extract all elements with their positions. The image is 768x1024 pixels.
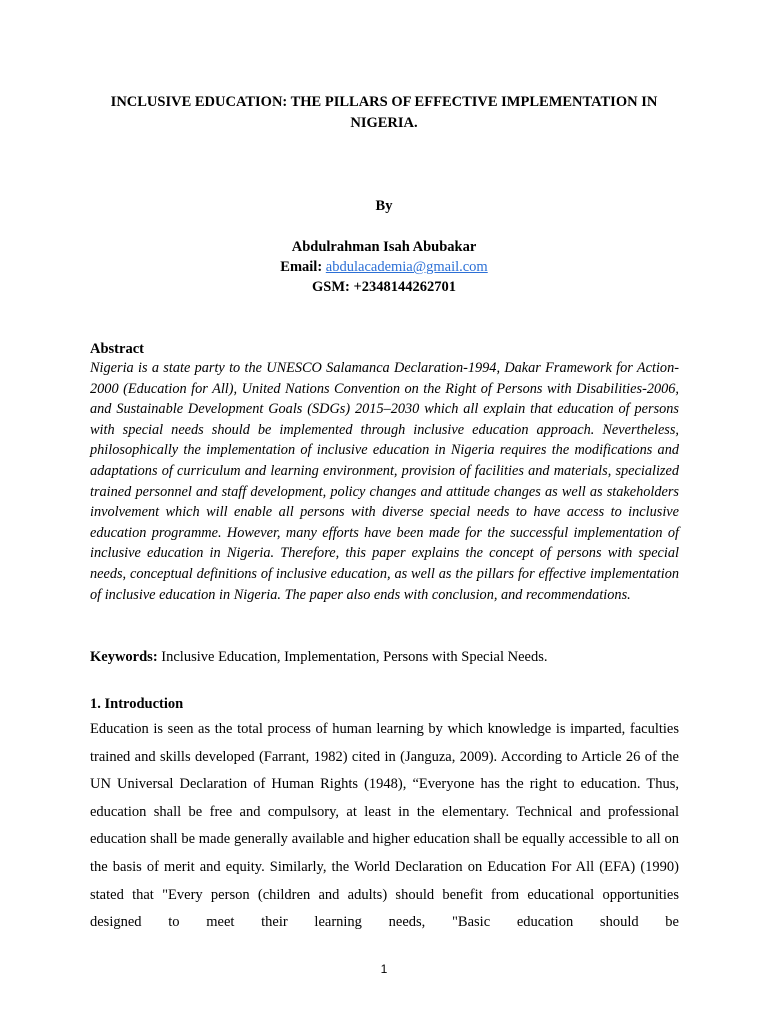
email-link[interactable]: abdulacademia@gmail.com [325,259,488,275]
page-number: 1 [380,962,388,976]
abstract-heading: Abstract [90,341,144,357]
by-line: By [375,198,393,214]
section-heading-introduction: 1. Introduction [90,696,184,712]
gsm-line: GSM: +2348144262701 [312,279,456,295]
introduction-text: Education is seen as the total process of human learning by which knowledge is imparted, faculties trained and skills developed (Farrant, 1982) cited in (Janguza, 2009). According to Article 26 of the UN Universal Declaration of Human Rights (1948), “Everyone has the right to education. Thus, education shall be free and compulsory, at least in the elementary. Technical and professional education shall be made generally available and higher education shall be equally accessible to all on the basis of merit and equity. Similarly, the World Declaration on Education For All (EFA) (1990) stated that "Every person (children and adults) should benefit from educational opportunities designed to meet their learning needs, "Basic education should be [90,721,679,931]
keywords-text: Inclusive Education, Implementation, Persons with Special Needs. [161,649,548,665]
email-label: Email: [280,259,323,275]
keywords-line [90,647,690,667]
author-name: Abdulrahman Isah Abubakar [291,239,477,255]
abstract-text: Nigeria is a state party to the UNESCO Salamanca Declaration-1994, Dakar Framework for Action-2000 (Education for All), United Nations Convention on the Right of Persons with Disabilities-2006, and Sustainable Development Goals (SDGs) 2015–2030 which all explain that education of persons with special needs should be implemented through inclusive education approach. Nevertheless, philosophically the implementation of inclusive education in Nigeria requires the modifications and adaptations of curriculum and learning environment, provision of facilities and materials, specialized trained personnel and staff development, policy changes and attitude changes as well as stakeholders involvement which will enable all persons with diverse special needs to have access to inclusive education programme. However, many efforts have been made for the successful implementation of inclusive education in Nigeria. Therefore, this paper explains the concept of persons with special needs, conceptual definitions of inclusive education, as well as the pillars for effective implementation of inclusive education in Nigeria. The paper also ends with conclusion, and recommendations. [90,360,679,603]
paper-title: INCLUSIVE EDUCATION: THE PILLARS OF EFFECTIVE IMPLEMENTATION IN NIGERIA. [110,94,658,131]
email-line [0,257,768,277]
keywords-label: Keywords: [90,649,158,665]
